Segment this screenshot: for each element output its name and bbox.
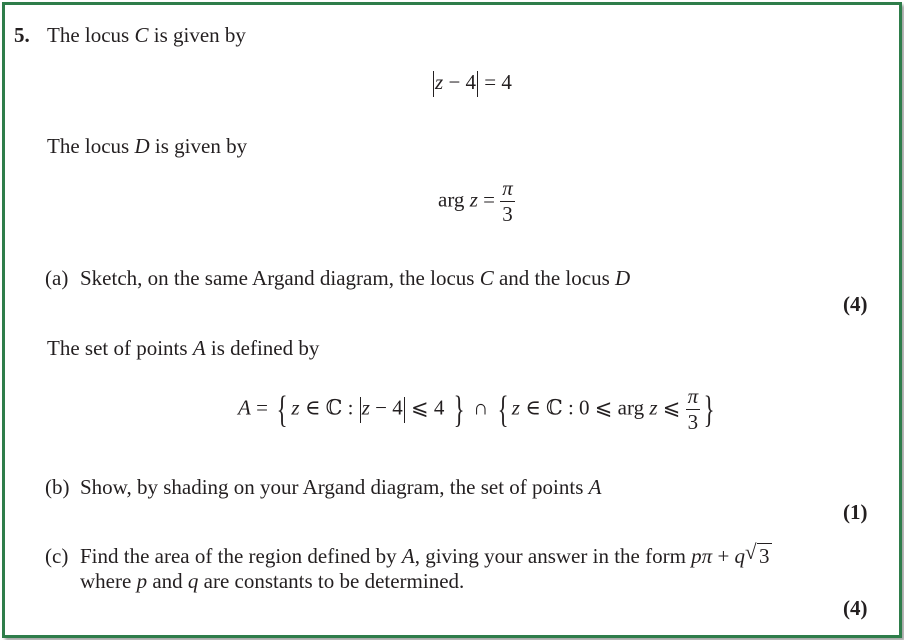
locus-c-equation: z − 4 = 4 [432,70,512,97]
part-c-text: Find the area of the region defined by A, giving your answer in the form pπ + q √ 3 [80,540,770,568]
locus-d-equation: arg z = $\frac{\pi}{3}$ [438,176,513,226]
part-b-label: (b) [45,475,70,499]
locus-d-intro: The locus D is given by [47,134,248,158]
locus-c-intro: The locus C is given by [47,23,246,47]
part-c-marks: (4) [843,596,868,620]
part-a-text: Sketch, on the same Argand diagram, the locus C and the locus D [80,266,631,290]
part-b-text: Show, by shading on your Argand diagram, the set of points A [80,475,602,499]
part-c-text-line2: where p and q are constants to be determined. [80,569,465,593]
part-a-label: (a) [45,266,69,290]
part-a-marks: (4) [843,292,868,316]
part-b-marks: (1) [843,500,868,524]
set-a-equation: A = { z ∈ ℂ : z − 4 ⩽ 4 } ∩ { z ∈ ℂ : 0 ⩽ arg z ⩽ $\frac{\pi}{3}$ } [238,384,715,434]
set-a-intro: The set of points A is defined by [47,336,320,360]
question-number: 5. [14,23,30,47]
part-c-label: (c) [45,544,69,568]
square-root: √ 3 [745,540,770,568]
